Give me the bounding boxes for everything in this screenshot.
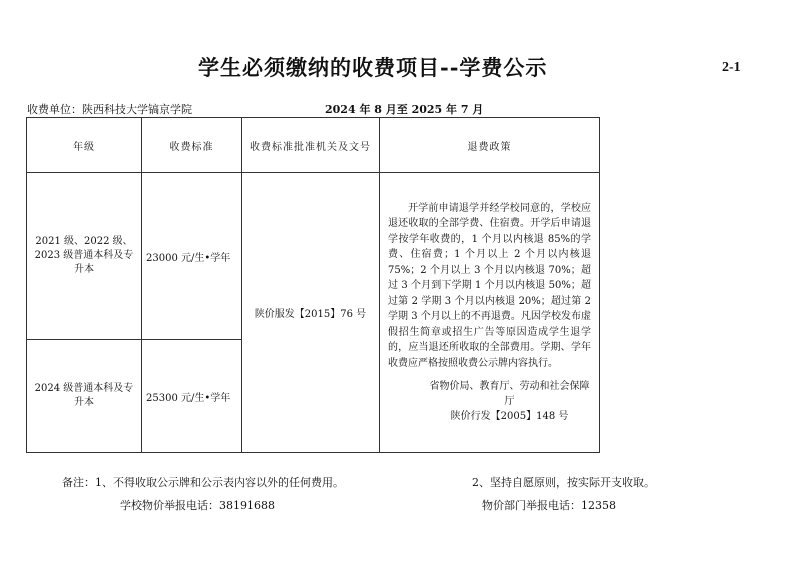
- fee-standard-cell: 23000 元/生•学年: [142, 173, 242, 340]
- fee-table: [26, 117, 600, 453]
- note-2: 2、坚持自愿原则，按实际开支收取。: [472, 476, 655, 489]
- price-hotline: 物价部门举报电话：12358: [482, 499, 616, 512]
- school-hotline: 学校物价举报电话：38191688: [120, 499, 275, 512]
- policy-source: [388, 379, 591, 424]
- fee-standard-cell: 25300 元/生•学年: [142, 340, 242, 453]
- refund-policy-cell: [380, 173, 600, 453]
- charging-period: 2024 年 8 月至 2025 年 7 月: [325, 103, 484, 116]
- policy-source-org: 省物价局、教育厅、劳动和社会保障厅: [429, 381, 590, 408]
- grade-cell: 2024 级普通本科及专升本: [27, 340, 142, 453]
- header-fee-standard: 收费标准: [142, 118, 242, 173]
- header-grade: 年级: [27, 118, 142, 173]
- charging-unit: 收费单位：陕西科技大学镐京学院: [27, 103, 192, 116]
- approval-doc-cell: 陕价服发【2015】76 号: [242, 173, 380, 453]
- table-row: [27, 173, 600, 340]
- table-header-row: [27, 118, 600, 173]
- note-1: 备注：1、不得收取公示牌和公示表内容以外的任何费用。: [62, 476, 344, 489]
- header-approval-doc: 收费标准批准机关及文号: [242, 118, 380, 173]
- policy-source-doc: 陕价行发【2005】148 号: [450, 411, 569, 423]
- page-title: 学生必须缴纳的收费项目--学费公示: [198, 55, 548, 80]
- refund-policy-text: 开学前申请退学并经学校同意的，学校应退还收取的全部学费、住宿费。开学后申请退学按学年收费的，1 个月以内核退 85%的学费、住宿费；1 个月以上 2 个月以内核退 75%；2 个月以上 3 个月以内核退 70%；超过 3 个月到下学期 1 个月以内核退 50%；超过第 2 学期 3 个月以内核退 20%；超过第 2 学期 3 个月以上的不再退费。凡因学校发布虚假招生简章或招生广告等原因造成学生退学的，应当退还所收取的全部费用。学期、学年收费应严格按照收费公示牌内容执行。: [388, 202, 591, 369]
- header-refund-policy: 退费政策: [380, 118, 600, 173]
- grade-cell: 2021 级、2022 级、2023 级普通本科及专升本: [27, 173, 142, 340]
- page-number: 2-1: [722, 60, 741, 75]
